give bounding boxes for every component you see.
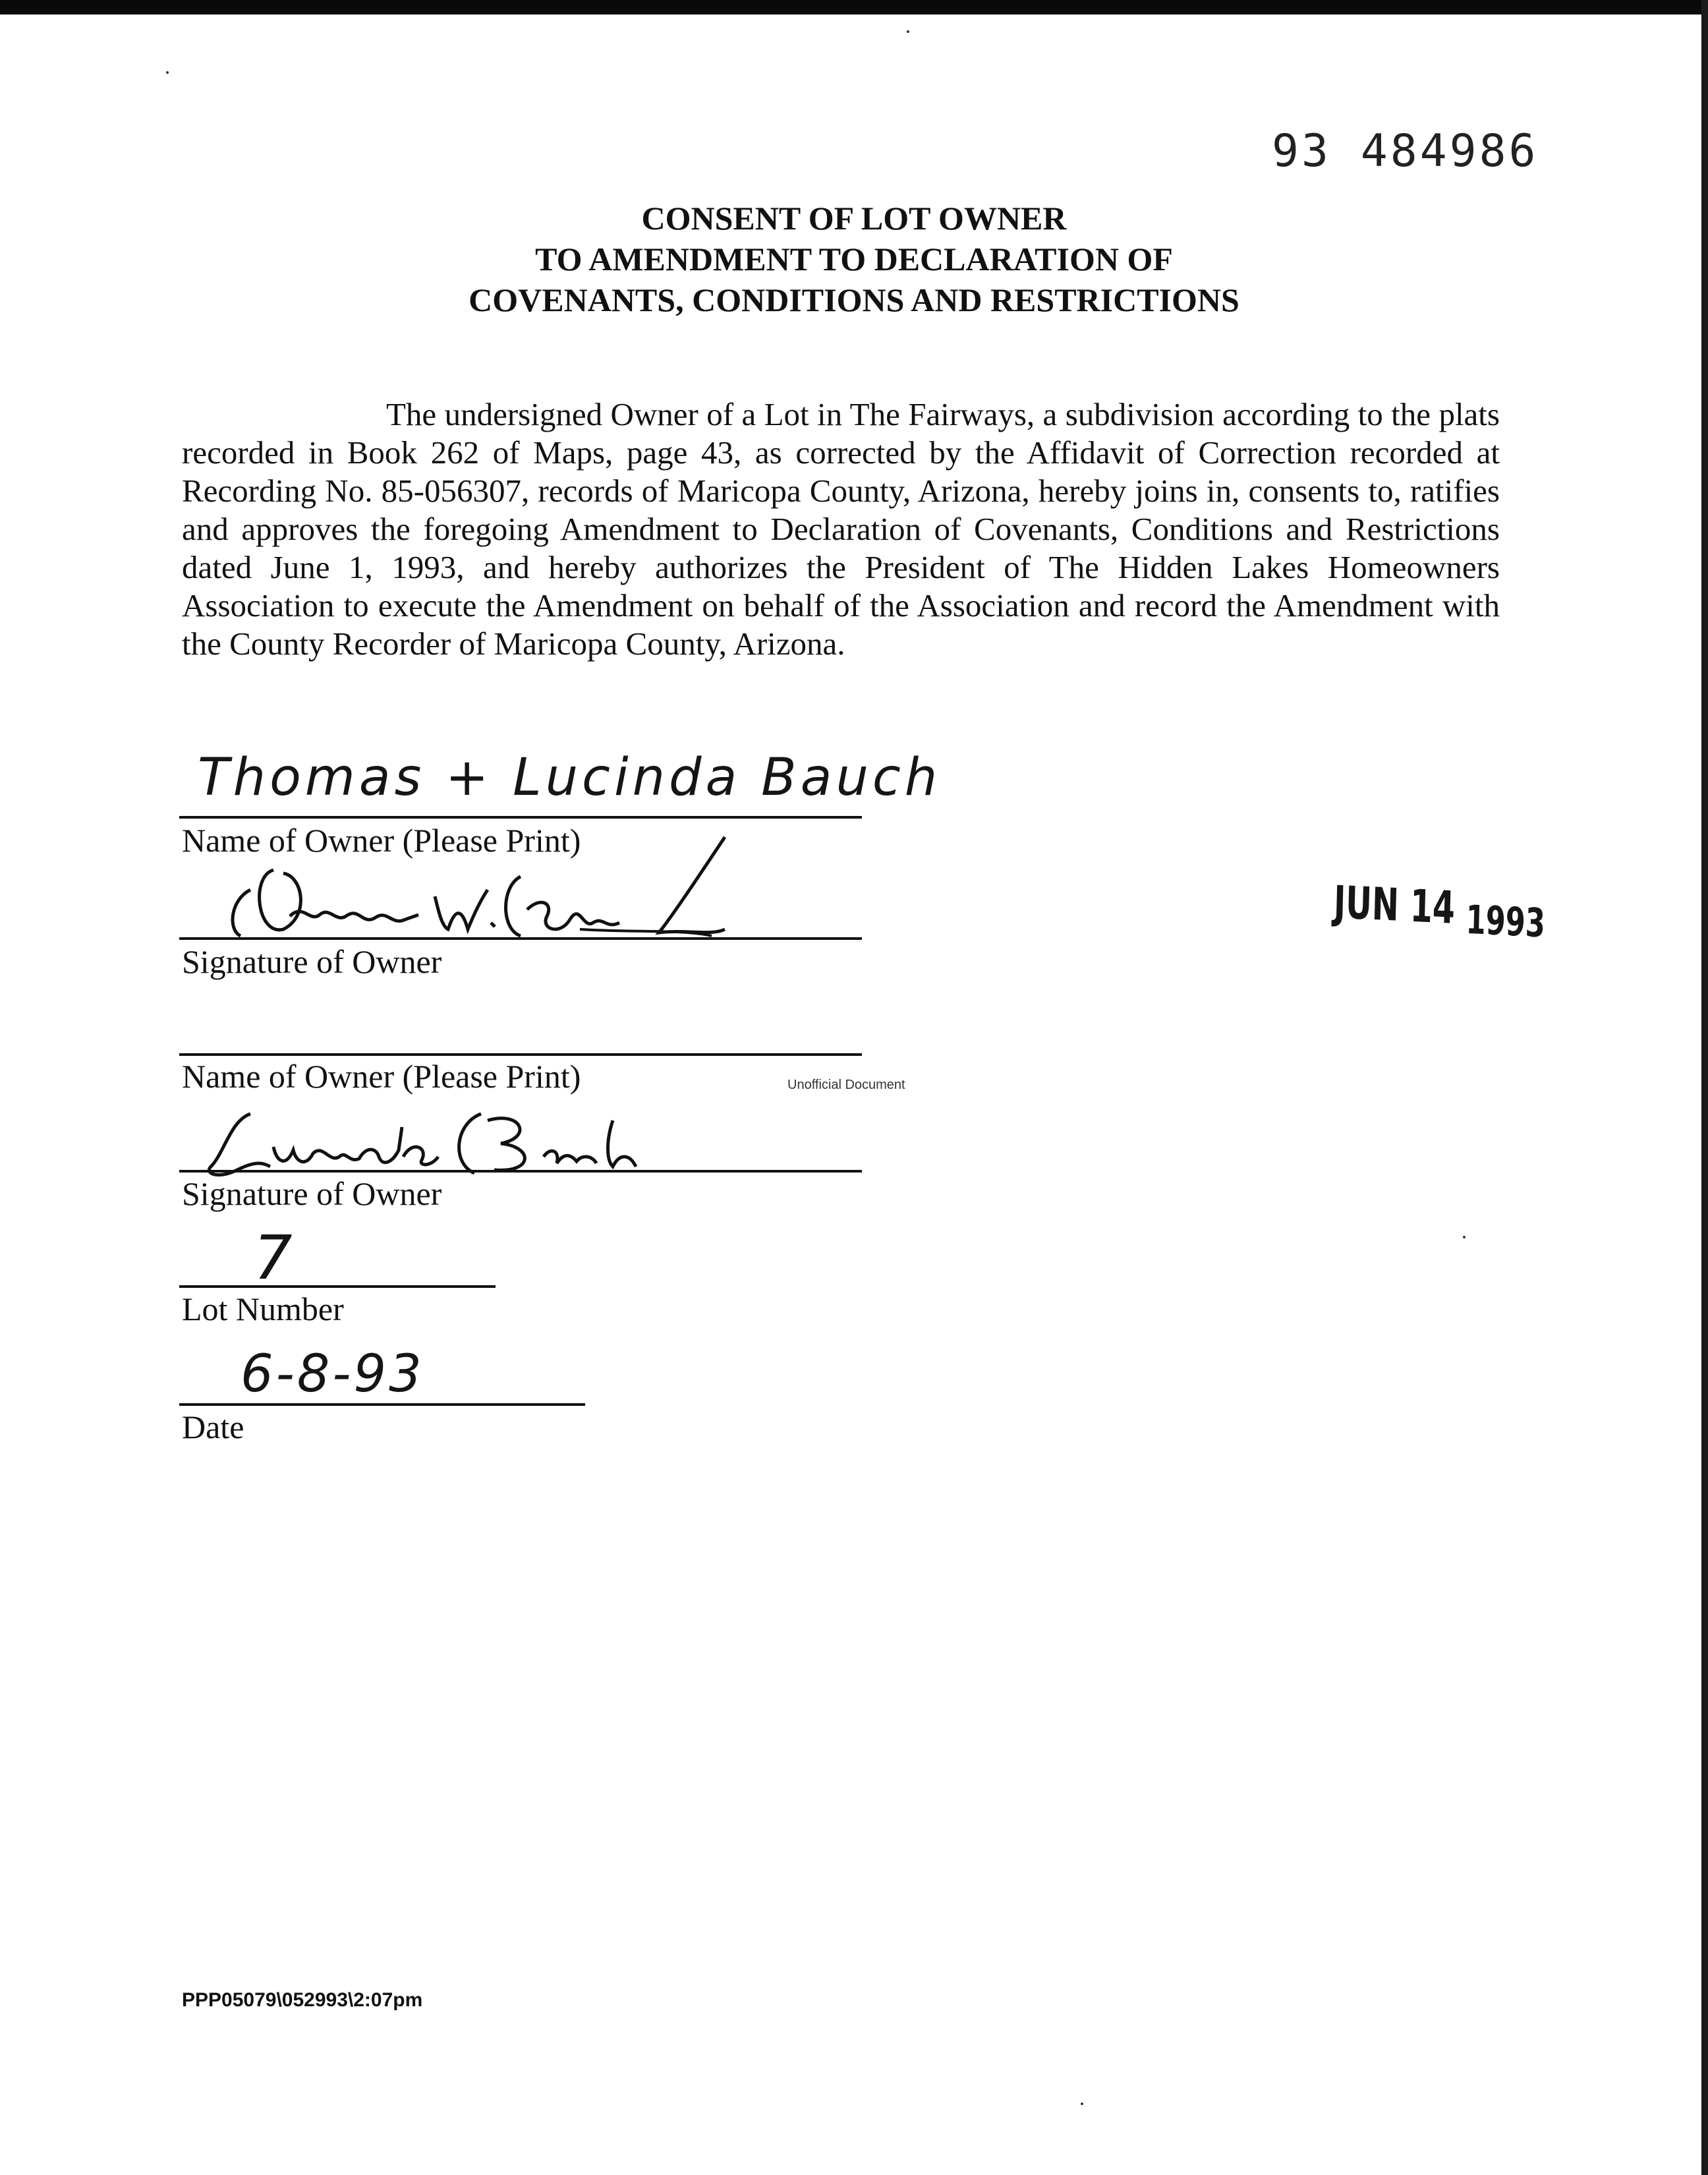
owner2-name-label: Name of Owner (Please Print) (182, 1058, 581, 1095)
stamp-month-day: JUN 14 (1333, 877, 1456, 935)
document-title (0, 198, 1708, 320)
owner1-name-value: Thomas + Lucinda Bauch (198, 748, 942, 807)
consent-paragraph (182, 395, 1500, 663)
title-line-3: COVENANTS, CONDITIONS AND RESTRICTIONS (469, 281, 1239, 318)
title-line-1: CONSENT OF LOT OWNER (641, 200, 1067, 237)
owner2-signature (191, 1101, 692, 1180)
owner1-signature-label: Signature of Owner (182, 943, 442, 980)
scan-speck (1463, 1236, 1466, 1238)
owner2-signature-line (179, 1170, 862, 1173)
title-line-2: TO AMENDMENT TO DECLARATION OF (535, 241, 1173, 277)
scan-top-border (0, 0, 1708, 14)
date-line (179, 1403, 585, 1406)
scan-speck (907, 30, 909, 33)
received-date-stamp (1333, 877, 1546, 947)
owner2-name-line (179, 1053, 862, 1056)
owner2-signature-label: Signature of Owner (182, 1175, 442, 1212)
owner1-name-line (179, 816, 862, 819)
owner1-signature-line (179, 937, 862, 940)
consent-paragraph-text: The undersigned Owner of a Lot in The Fairways, a subdivision according to the plats recorded in Book 262 of Maps, page 43, as corrected by the Affidavit of Correction recorded at Recording No. 85-056307, records of Maricopa County, Arizona, hereby joins in, consents to, ratifies and approves the foregoing Amendment to Declaration of Covenants, Conditions and Restrictions dated June 1, 1993, and hereby authorizes the President of The Hidden Lakes Homeowners Association to execute the Amendment on behalf of the Association and record the Amendment with the County Recorder of Maricopa County, Arizona. (182, 396, 1500, 662)
unofficial-document-watermark: Unofficial Document (787, 1078, 905, 1092)
owner1-signature (211, 837, 751, 949)
scan-speck (1081, 2102, 1083, 2105)
lot-number-line (179, 1285, 496, 1288)
date-label: Date (182, 1408, 244, 1445)
document-number: 93 484986 (1272, 125, 1539, 177)
stamp-year: 1993 (1465, 896, 1546, 947)
owner1-name-label: Name of Owner (Please Print) (182, 822, 581, 859)
footer-file-code: PPP05079\052993\2:07pm (182, 1989, 423, 2011)
lot-number-label: Lot Number (182, 1290, 344, 1327)
lot-number-value: 7 (254, 1223, 293, 1293)
date-value: 6-8-93 (241, 1345, 424, 1404)
scan-speck (166, 71, 169, 74)
scan-right-border (1701, 0, 1708, 2175)
